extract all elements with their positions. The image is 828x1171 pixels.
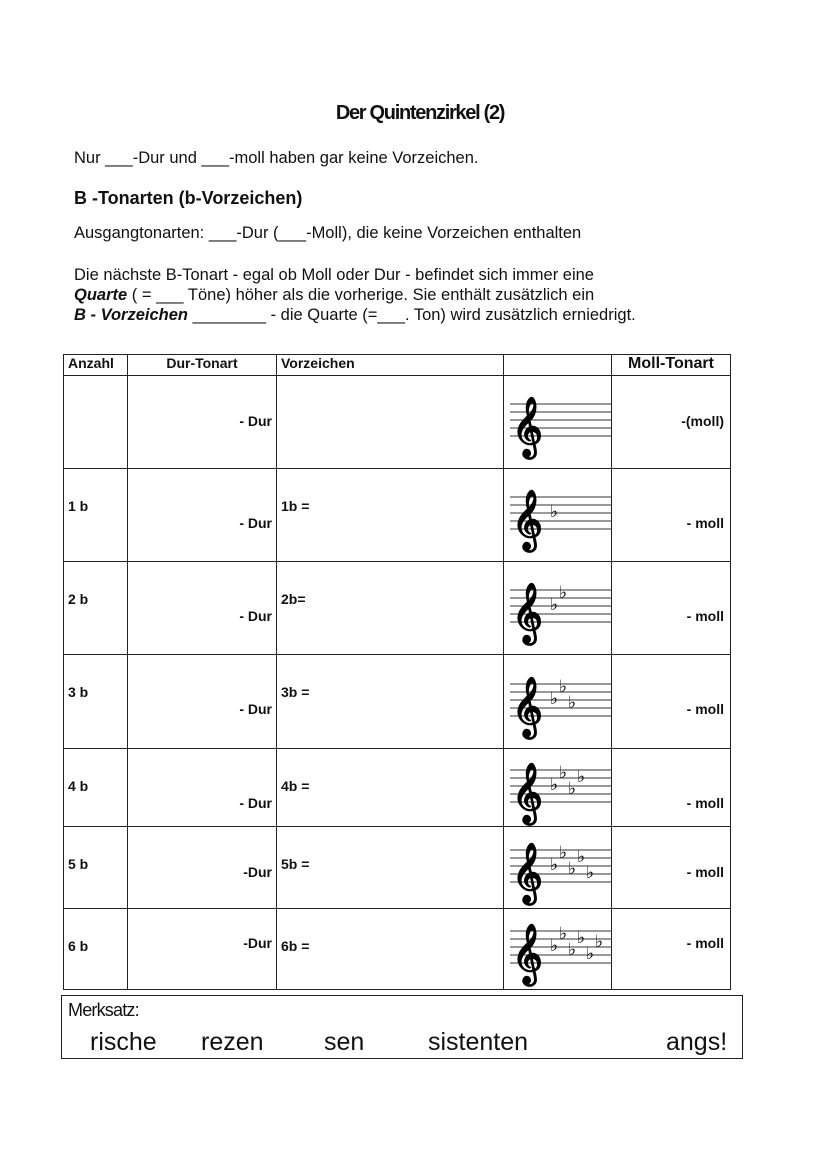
staff (504, 749, 612, 827)
flat-icon: ♭ (550, 502, 559, 522)
paragraph-line (74, 305, 636, 325)
treble-clef-icon: 𝄞 (512, 583, 543, 643)
table-row (64, 469, 731, 562)
merksatz-box (61, 995, 743, 1059)
flat-icon: ♭ (577, 767, 586, 787)
treble-clef-icon: 𝄞 (512, 677, 543, 737)
merksatz-label: Merksatz: (68, 1000, 139, 1020)
minor-key-field[interactable]: - moll (686, 515, 724, 531)
explanation-paragraph (74, 265, 636, 325)
header-moll: Moll-Tonart (612, 355, 731, 376)
treble-clef-icon: 𝄞 (512, 843, 543, 903)
mnemonic-word: sistenten (428, 1028, 529, 1056)
header-dur: Dur-Tonart (128, 355, 277, 376)
staff (504, 909, 612, 990)
flat-icon: ♭ (568, 940, 577, 960)
minor-key-field[interactable]: -(moll) (681, 413, 724, 429)
treble-clef-icon: 𝄞 (512, 924, 543, 984)
flat-icon: ♭ (577, 847, 586, 867)
flat-icon: ♭ (550, 689, 559, 709)
header-staff (504, 355, 612, 376)
major-key-field[interactable]: - Dur (239, 701, 272, 717)
table-row (64, 376, 731, 469)
minor-key-field[interactable]: - moll (686, 935, 724, 951)
flat-icon: ♭ (550, 775, 559, 795)
table-row (64, 562, 731, 655)
table-row (64, 827, 731, 909)
flat-icon: ♭ (559, 583, 568, 603)
flat-icon: ♭ (586, 863, 595, 883)
accidentals-field[interactable]: 1b = (281, 498, 310, 514)
text: ( = ___ Töne) höher als die vorherige. Sie enthält zusätzlich ein (127, 286, 595, 304)
flat-count: 2 b (68, 591, 89, 607)
flat-icon: ♭ (577, 928, 586, 948)
major-key-field[interactable]: - Dur (239, 515, 272, 531)
intro-line: Nur ___-Dur und ___-moll haben gar keine Vorzeichen. (74, 149, 479, 167)
flat-icon: ♭ (568, 779, 577, 799)
staff (504, 827, 612, 909)
accidentals-field[interactable]: 4b = (281, 778, 310, 794)
accidentals-field[interactable]: 3b = (281, 684, 310, 700)
header-vorzeichen: Vorzeichen (277, 355, 504, 376)
minor-key-field[interactable]: - moll (686, 608, 724, 624)
mnemonic-word: angs! (666, 1028, 728, 1056)
flat-icon: ♭ (550, 936, 559, 956)
flat-icon: ♭ (568, 859, 577, 879)
flat-count: 3 b (68, 684, 89, 700)
treble-clef-icon: 𝄞 (512, 397, 543, 457)
flat-count: 4 b (68, 778, 89, 794)
flat-icon: ♭ (568, 693, 577, 713)
staff (504, 655, 612, 749)
flat-icon: ♭ (559, 843, 568, 863)
flat-count: 1 b (68, 498, 89, 514)
flat-icon: ♭ (559, 924, 568, 944)
staff (504, 376, 612, 469)
paragraph-line: Die nächste B-Tonart - egal ob Moll oder Dur - befindet sich immer eine (74, 266, 594, 284)
key-table (63, 354, 731, 990)
bold-term: Quarte (74, 286, 128, 304)
flat-count: 6 b (68, 938, 89, 954)
table-row (64, 655, 731, 749)
table-header-row (64, 355, 731, 376)
staff (504, 562, 612, 655)
flat-icon: ♭ (586, 944, 595, 964)
starting-keys-line: Ausgangtonarten: ___-Dur (___-Moll), die keine Vorzeichen enthalten (74, 224, 582, 242)
accidentals-field[interactable]: 5b = (281, 856, 310, 872)
flat-icon: ♭ (559, 763, 568, 783)
major-key-field[interactable]: - Dur (239, 608, 272, 624)
mnemonic-word: rezen (201, 1028, 264, 1056)
accidentals-field[interactable]: 2b= (281, 591, 306, 607)
accidentals-field[interactable]: 6b = (281, 938, 310, 954)
table-row (64, 909, 731, 990)
minor-key-field[interactable]: - moll (686, 795, 724, 811)
text: ________ - die Quarte (=___. Ton) wird zusätzlich erniedrigt. (188, 306, 636, 324)
major-key-field[interactable]: - Dur (239, 795, 272, 811)
flat-icon: ♭ (550, 595, 559, 615)
minor-key-field[interactable]: - moll (686, 701, 724, 717)
mnemonic-word: rische (90, 1028, 157, 1056)
treble-clef-icon: 𝄞 (512, 763, 543, 823)
major-key-field[interactable]: -Dur (243, 864, 272, 880)
section-heading: B -Tonarten (b-Vorzeichen) (74, 188, 303, 208)
paragraph-line (74, 285, 636, 305)
minor-key-field[interactable]: - moll (686, 864, 724, 880)
major-key-field[interactable]: - Dur (239, 413, 272, 429)
flat-icon: ♭ (595, 932, 604, 952)
flat-icon: ♭ (559, 677, 568, 697)
treble-clef-icon: 𝄞 (512, 490, 543, 550)
mnemonic-word: sen (324, 1028, 365, 1056)
staff (504, 469, 612, 562)
header-anzahl: Anzahl (64, 355, 128, 376)
flat-icon: ♭ (550, 855, 559, 875)
flat-count: 5 b (68, 856, 89, 872)
table-row (64, 749, 731, 827)
page-title: Der Quintenzirkel (2) (335, 102, 505, 124)
major-key-field[interactable]: -Dur (243, 935, 272, 951)
bold-term: B - Vorzeichen (74, 306, 188, 324)
